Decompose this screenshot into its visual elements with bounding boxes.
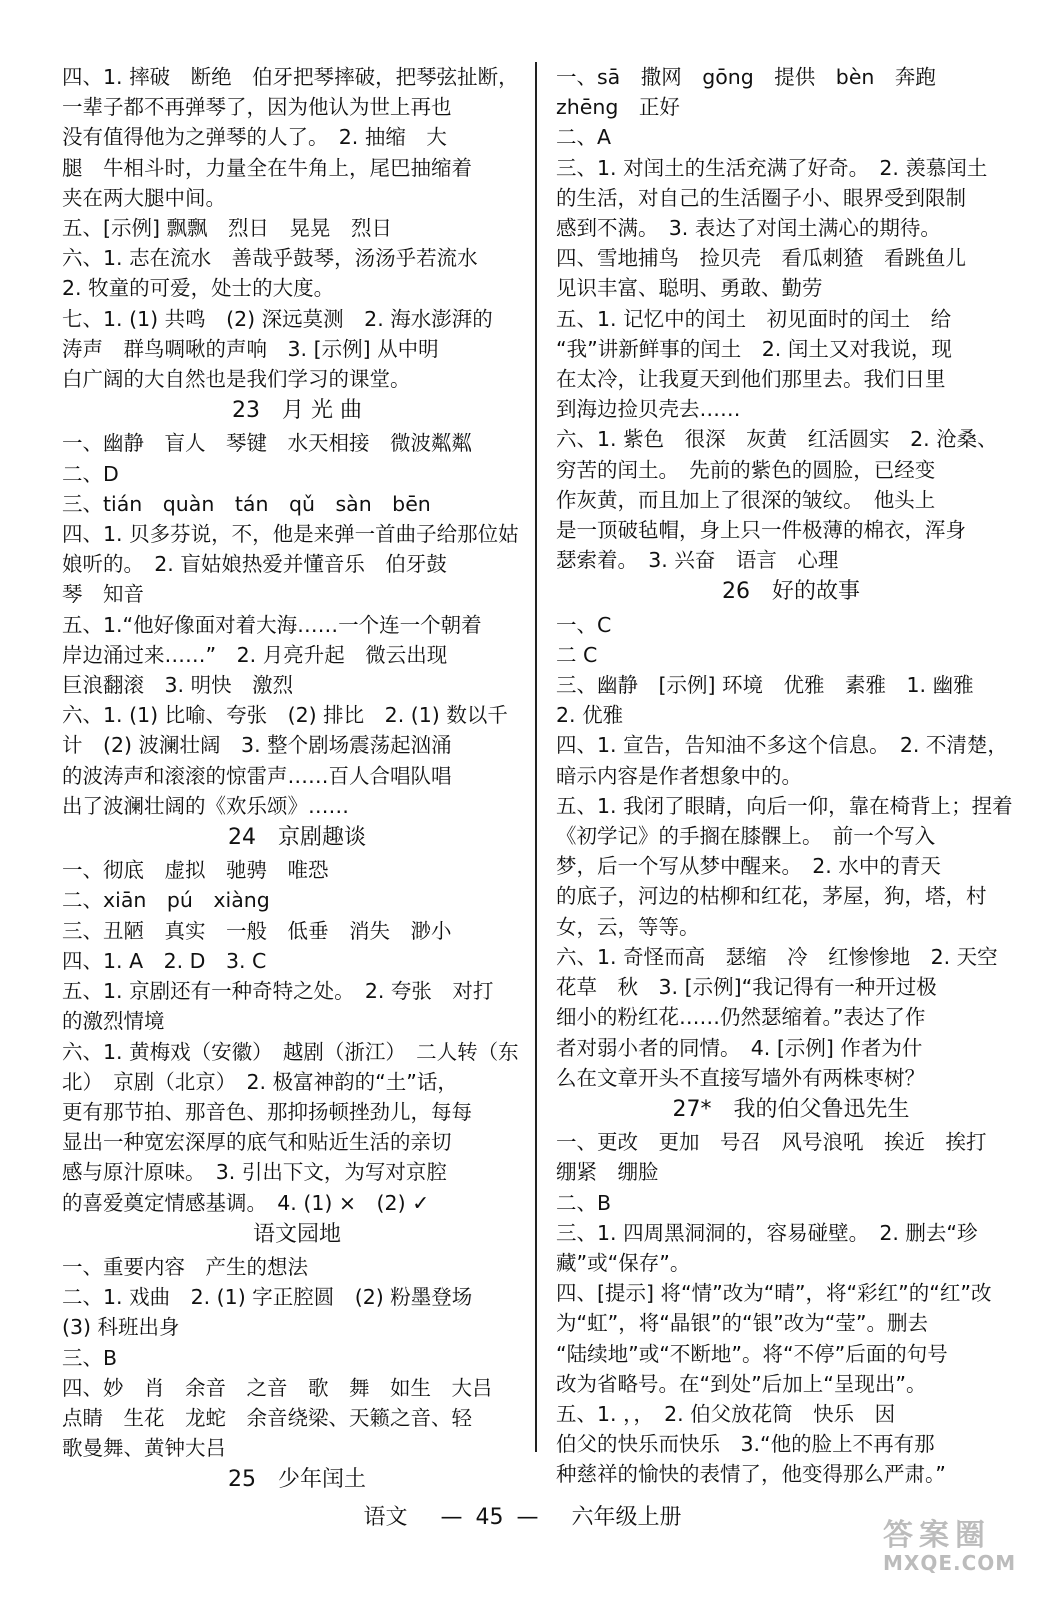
answer-line: 三、丑陋 真实 一般 低垂 消失 渺小 — [62, 918, 452, 943]
answer-line: 一、sā 撒网 gōng 提供 bèn 奔跑 — [556, 65, 936, 89]
answer-line: 一、幽静 盲人 琴键 水天相接 微波粼粼 — [62, 431, 472, 456]
answer-line: “我”讲新鲜事的闰土 2. 闰土又对我说，现 — [556, 336, 952, 361]
answer-line: zhēng 正好 — [556, 95, 680, 120]
answer-line: 感与原汁原味。 3. 引出下文，为写对京腔 — [62, 1160, 447, 1185]
answer-line: 见识丰富、聪明、勇敢、勤劳 — [556, 276, 823, 301]
answer-line: 的激烈情境 — [62, 1009, 165, 1034]
page-number: — 45 — — [440, 1505, 539, 1530]
answer-line: 女，云，等等。 — [556, 914, 700, 939]
answer-line: 2. 优雅 — [556, 703, 624, 728]
answer-line: 五、1.“他好像面对着大海……一个连一个朝着 — [62, 612, 482, 637]
answer-line: 一、更改 更加 号召 风号浪吼 挨近 挨打 — [556, 1130, 987, 1155]
answer-line: 感到不满。 3. 表达了对闰土满心的期待。 — [556, 216, 941, 241]
answer-line: 点睛 生花 龙蛇 余音绕梁、天籁之音、轻 — [62, 1405, 472, 1430]
answer-line: 五、[示例] 飘飘 烈日 晃晃 烈日 — [62, 216, 393, 241]
answer-line: 的波涛声和滚滚的惊雷声……百人合唱队唱 — [62, 763, 452, 788]
answer-line: 《初学记》的手搁在膝髁上。 前一个写入 — [556, 824, 936, 849]
answer-line: 到海边捡贝壳去…… — [556, 397, 741, 422]
answer-line: 四、雪地捕鸟 捡贝壳 看瓜刺猹 看跳鱼儿 — [556, 246, 966, 271]
answer-line: 二、D — [62, 461, 119, 486]
answer-line: 六、1. 紫色 很深 灰黄 红活圆实 2. 沧桑、 — [556, 427, 998, 452]
answer-line: 显出一种宽宏深厚的底气和贴近生活的亲切 — [62, 1130, 452, 1155]
answer-line: 涛声 群鸟啁啾的声响 3. [示例] 从中明 — [62, 336, 439, 361]
answer-line: 二、A — [556, 125, 612, 150]
watermark-bottom: MXQE.COM — [883, 1551, 1017, 1575]
answer-line: 二 C — [556, 642, 598, 667]
answer-line: 腿 牛相斗时，力量全在牛角上，尾巴抽缩着 — [62, 155, 472, 180]
section-title: 27* 我的伯父鲁迅先生 — [672, 1096, 910, 1122]
answer-line: 娘听的。 2. 盲姑娘热爱并懂音乐 伯牙鼓 — [62, 552, 447, 577]
footer-subject: 语文 — [363, 1505, 408, 1530]
answer-line: 二、B — [556, 1190, 612, 1215]
answer-line: 伯父的快乐而快乐 3.“他的脸上不再有那 — [556, 1432, 935, 1457]
answer-line: 三、1. 四周黑洞洞的，容易碰壁。 2. 删去“珍 — [556, 1220, 978, 1245]
answer-line: 巨浪翻滚 3. 明快 激烈 — [62, 673, 294, 698]
answer-line: 二、xiān pú xiàng — [62, 888, 270, 913]
answer-line: 绷紧 绷脸 — [556, 1160, 659, 1185]
answer-line: 四、1. 贝多芬说，不，他是来弹一首曲子给那位姑 — [62, 522, 519, 547]
answer-line: 改为省略号。在“到处”后加上“呈现出”。 — [556, 1371, 927, 1396]
answer-line: 四、1. 摔破 断绝 伯牙把琴摔破，把琴弦扯断， — [62, 65, 519, 89]
answer-line: 二、1. 戏曲 2. (1) 字正腔圆 (2) 粉墨登场 — [62, 1285, 473, 1310]
answer-line: 的喜爱奠定情感基调。 4. (1) × (2) ✓ — [62, 1190, 430, 1215]
answer-line: 在太冷，让我夏天到他们那里去。我们日里 — [556, 367, 946, 392]
answer-line: 一、C — [556, 612, 612, 637]
answer-line: 四、1. 宣告，告知油不多这个信息。 2. 不清楚， — [556, 733, 1008, 758]
watermark-logo — [883, 1520, 1023, 1578]
answer-line: 瑟索着。 3. 兴奋 语言 心理 — [556, 548, 839, 573]
answer-line: 六、1. 黄梅戏（安徽） 越剧（浙江） 二人转（东 — [62, 1039, 519, 1064]
answer-line: 者对弱小者的同情。 4. [示例] 作者为什 — [556, 1035, 923, 1060]
answer-line: 细小的粉红花……仍然瑟缩着。”表达了作 — [556, 1005, 926, 1030]
answer-line: 六、1. 奇怪而高 瑟缩 冷 红惨惨地 2. 天空 — [556, 944, 998, 969]
section-title: 语文园地 — [252, 1221, 341, 1247]
answer-line: 么在文章开头不直接写墙外有两株枣树？ — [556, 1065, 925, 1090]
answer-line: 三、1. 对闰土的生活充满了好奇。 2. 羡慕闰土 — [556, 155, 988, 180]
answer-line: 种慈祥的愉快的表情了，他变得那么严肃。” — [556, 1462, 946, 1487]
answer-line: 五、1. 我闭了眼睛，向后一仰，靠在椅背上；捏着 — [556, 793, 1013, 818]
answer-line: 三、tián quàn tán qǔ sàn bēn — [62, 491, 431, 516]
right-column — [556, 62, 1026, 1490]
answer-line: 的底子，河边的枯柳和红花，茅屋，狗，塔，村 — [556, 884, 987, 909]
answer-line: 三、幽静 [示例] 环境 优雅 素雅 1. 幽雅 — [556, 673, 974, 698]
answer-line: 计 (2) 波澜壮阔 3. 整个剧场震荡起汹涌 — [62, 733, 452, 758]
answer-line: 更有那节拍、那音色、那抑扬顿挫劲儿，每每 — [62, 1099, 472, 1124]
answer-line: 歌曼舞、黄钟大吕 — [62, 1436, 226, 1461]
answer-line: 五、1. 京剧还有一种奇特之处。 2. 夸张 对打 — [62, 979, 494, 1004]
answer-line: 四、妙 肖 余音 之音 歌 舞 如生 大吕 — [62, 1375, 493, 1400]
answer-line: 七、1. (1) 共鸣 (2) 深远莫测 2. 海水澎湃的 — [62, 306, 493, 331]
answer-line: 北） 京剧（北京） 2. 极富神韵的“土”话， — [62, 1069, 458, 1094]
answer-line: 没有值得他为之弹琴的人了。 2. 抽缩 大 — [62, 125, 447, 150]
answer-line: 梦，后一个写从梦中醒来。 2. 水中的青天 — [556, 854, 941, 879]
watermark-top: 答案圈 — [883, 1518, 991, 1553]
answer-line: 2. 牧童的可爱，处士的大度。 — [62, 276, 335, 301]
footer-grade: 六年级上册 — [571, 1505, 682, 1530]
answer-line: 出了波澜壮阔的《欢乐颂》…… — [62, 793, 349, 818]
answer-line: 四、1. A 2. D 3. C — [62, 948, 267, 973]
section-title: 25 少年闰土 — [228, 1467, 366, 1493]
answer-line: 暗示内容是作者想象中的。 — [556, 763, 802, 788]
left-column — [62, 62, 532, 1498]
answer-line: 一、重要内容 产生的想法 — [62, 1254, 308, 1279]
answer-line: 六、1. 志在流水 善哉乎鼓琴，汤汤乎若流水 — [62, 246, 478, 271]
answer-line: 是一顶破毡帽，身上只一件极薄的棉衣，浑身 — [556, 518, 966, 543]
answer-line: 六、1. (1) 比喻、夸张 (2) 排比 2. (1) 数以千 — [62, 703, 508, 728]
answer-line: 五、1. 记忆中的闰土 初见面时的闰土 给 — [556, 306, 952, 331]
answer-line: (3) 科班出身 — [62, 1315, 180, 1340]
section-title: 23 月 光 曲 — [232, 398, 362, 424]
answer-line: 岸边涌过来……” 2. 月亮升起 微云出现 — [62, 642, 448, 667]
answer-line: 白广阔的大自然也是我们学习的课堂。 — [62, 367, 411, 392]
answer-line: 四、[提示] 将“情”改为“晴”，将“彩红”的“红”改 — [556, 1281, 992, 1306]
answer-line: 夹在两大腿中间。 — [62, 185, 226, 210]
answer-line: 作灰黄，而且加上了很深的皱纹。 他头上 — [556, 487, 936, 512]
answer-line: “陆续地”或“不断地”。将“不停”后面的句号 — [556, 1341, 948, 1366]
answer-line: 的生活，对自己的生活圈子小、眼界受到限制 — [556, 185, 966, 210]
section-title: 26 好的故事 — [722, 579, 860, 605]
answer-line: 花草 秋 3. [示例]“我记得有一种开过极 — [556, 975, 937, 1000]
answer-line: 五、1. ，， 2. 伯父放花筒 快乐 因 — [556, 1401, 896, 1426]
answer-line: 为“虹”，将“晶银”的“银”改为“莹”。删去 — [556, 1311, 928, 1336]
column-divider — [535, 62, 537, 1452]
answer-line: 琴 知音 — [62, 582, 144, 607]
answer-line: 藏”或“保存”。 — [556, 1250, 691, 1275]
answer-line: 三、B — [62, 1345, 118, 1370]
answer-line: 一辈子都不再弹琴了，因为他认为世上再也 — [62, 95, 452, 120]
answer-line: 一、彻底 虚拟 驰骋 唯恐 — [62, 858, 329, 883]
answer-line: 穷苦的闰土。 先前的紫色的圆脸，已经变 — [556, 457, 936, 482]
section-title: 24 京剧趣谈 — [228, 825, 366, 851]
